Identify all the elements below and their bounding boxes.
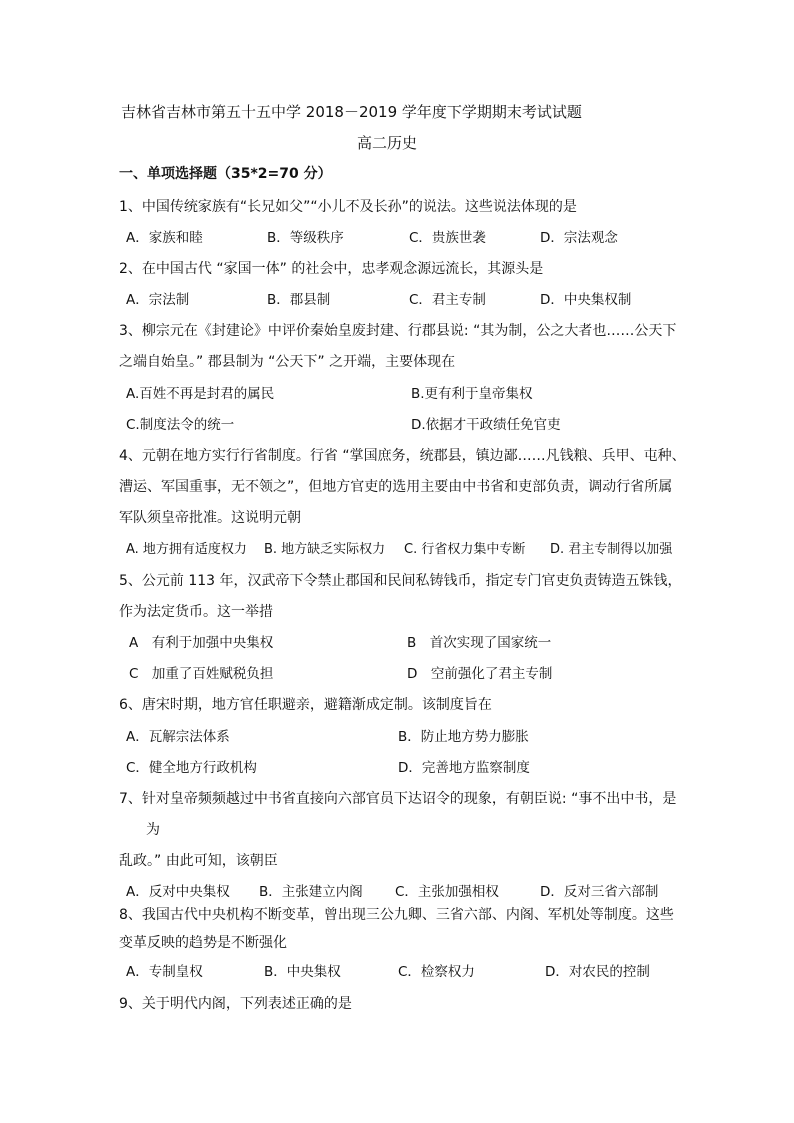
question-5-stem-line-2: 作为法定货币。这一举措 [119, 604, 273, 620]
question-3-stem-line-2: 之端自始皇。” 郡县制为 “公天下” 之开端，主要体现在 [119, 354, 456, 370]
question-7-stem-line-2: 为 [146, 822, 160, 838]
exam-title: 吉林省吉林市第五十五中学 2018－2019 学年度下学期期末考试试题 [121, 103, 582, 121]
question-5-option-d[interactable]: D 空前强化了君主专制 [407, 666, 553, 682]
question-6-option-b[interactable]: B．防止地方势力膨胀 [398, 729, 529, 745]
question-8-stem-line-1: 8、我国古代中央机构不断变革，曾出现三公九卿、三省六部、内阁、军机处等制度。这些 [119, 907, 674, 923]
question-7-option-d[interactable]: D．反对三省六部制 [540, 884, 659, 900]
question-5-option-c[interactable]: C 加重了百姓赋税负担 [129, 666, 274, 682]
question-8-stem-line-2: 变革反映的趋势是不断强化 [119, 935, 287, 951]
question-4-option-c[interactable]: C. 行省权力集中专断 [404, 542, 526, 557]
question-4-stem-line-1: 4、元朝在地方实行行省制度。行省 “掌国庶务，统郡县，镇边鄙……凡钱粮、兵甲、屯种、 [119, 448, 686, 464]
question-7-stem-line-1: 7、针对皇帝频频越过中书省直接向六部官员下达诏令的现象，有朝臣说: “事不出中书，是 [119, 791, 677, 807]
question-1-option-b[interactable]: B．等级秩序 [267, 230, 344, 246]
question-5-option-b[interactable]: B 首次实现了国家统一 [407, 635, 552, 651]
question-4-option-a[interactable]: A. 地方拥有适度权力 [126, 542, 247, 557]
question-1-option-a[interactable]: A．家族和睦 [126, 230, 203, 246]
question-2-option-d[interactable]: D．中央集权制 [540, 292, 632, 308]
question-7-stem-line-3: 乱政。” 由此可知，该朝臣 [119, 853, 278, 869]
question-3-option-b[interactable]: B.更有利于皇帝集权 [411, 386, 533, 402]
question-3-option-d[interactable]: D.依据才干政绩任免官吏 [411, 417, 561, 433]
question-4-option-d[interactable]: D. 君主专制得以加强 [550, 542, 673, 557]
question-8-option-c[interactable]: C．检察权力 [398, 964, 475, 980]
question-4-stem-line-3: 军队须皇帝批准。这说明元朝 [119, 510, 301, 526]
question-6-option-c[interactable]: C．健全地方行政机构 [126, 760, 257, 776]
question-3-option-a[interactable]: A.百姓不再是封君的属民 [126, 386, 275, 402]
question-7-option-a[interactable]: A．反对中央集权 [126, 884, 230, 900]
question-3-option-c[interactable]: C.制度法令的统一 [126, 417, 235, 433]
question-7-option-c[interactable]: C．主张加强相权 [395, 884, 499, 900]
question-2-option-b[interactable]: B．郡县制 [267, 292, 331, 308]
question-6-option-a[interactable]: A．瓦解宗法体系 [126, 729, 230, 745]
question-1-stem: 1、中国传统家族有“长兄如父”“小儿不及长孙”的说法。这些说法体现的是 [119, 199, 577, 215]
question-4-option-b[interactable]: B. 地方缺乏实际权力 [264, 542, 386, 557]
question-5-stem-line-1: 5、公元前 113 年，汉武帝下令禁止郡国和民间私铸钱币，指定专门官吏负责铸造五铢钱， [119, 573, 682, 589]
question-1-option-c[interactable]: C．贵族世袭 [409, 230, 486, 246]
question-8-option-d[interactable]: D．对农民的控制 [545, 964, 650, 980]
question-3-stem-line-1: 3、柳宗元在《封建论》中评价秦始皇废封建、行郡县说: “其为制，公之大者也……公天下 [119, 323, 677, 339]
section-heading: 一、单项选择题（35*2=70 分） [119, 166, 332, 182]
question-7-option-b[interactable]: B．主张建立内阁 [259, 884, 363, 900]
question-6-stem: 6、唐宋时期，地方官任职避亲，避籍渐成定制。该制度旨在 [119, 697, 492, 713]
question-2-stem: 2、在中国古代 “家国一体” 的社会中，忠孝观念源远流长，其源头是 [119, 261, 544, 277]
question-4-stem-line-2: 漕运、军国重事，无不领之”，但地方官吏的选用主要由中书省和吏部负责，调动行省所属 [119, 479, 673, 495]
question-5-option-a[interactable]: A 有利于加强中央集权 [129, 635, 274, 651]
question-8-option-b[interactable]: B．中央集权 [264, 964, 341, 980]
question-1-option-d[interactable]: D．宗法观念 [540, 230, 618, 246]
exam-subtitle: 高二历史 [357, 134, 418, 152]
question-2-option-c[interactable]: C．君主专制 [409, 292, 486, 308]
question-9-stem: 9、关于明代内阁，下列表述正确的是 [119, 996, 352, 1012]
question-2-option-a[interactable]: A．宗法制 [126, 292, 190, 308]
question-6-option-d[interactable]: D．完善地方监察制度 [398, 760, 530, 776]
question-8-option-a[interactable]: A．专制皇权 [126, 964, 203, 980]
